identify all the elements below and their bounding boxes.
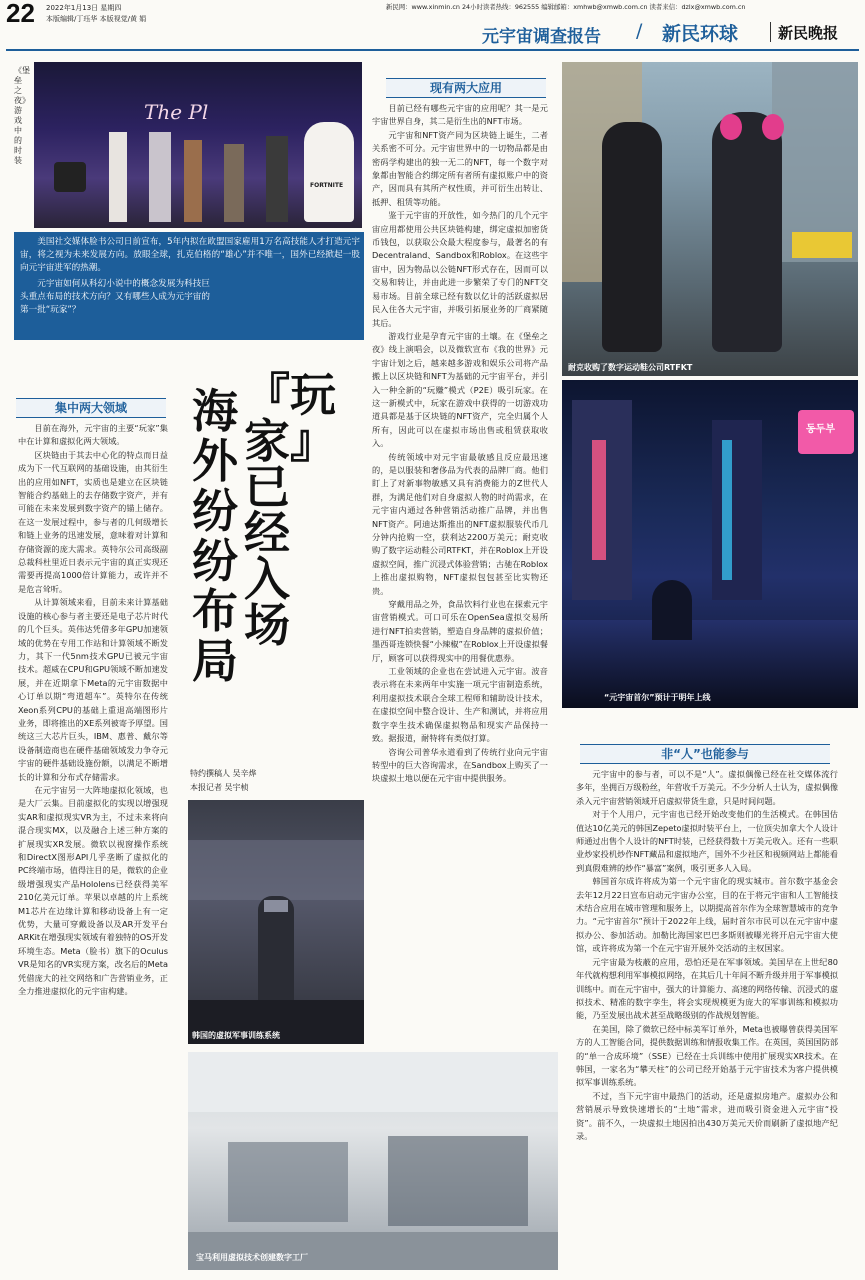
center-building bbox=[712, 420, 762, 600]
apps-paragraph: 穿戴用品之外，食品饮料行业也在探索元宇宙营销模式。可口可乐在OpenSea虚拟交易所进行NFT拍卖营销，塑造自身品牌的虚拟价值；墨西哥连锁快餐“小辣椒”在Roblox上开设虚拟餐厅，顾客可以获得现实中的用餐优惠券。 bbox=[372, 599, 548, 663]
column-name: 新民环球 bbox=[662, 23, 739, 45]
editors-line: 本版编辑/丁珏华 本版视觉/黄 娟 bbox=[46, 15, 147, 23]
section-focus-heading: 集中两大领域 bbox=[16, 398, 166, 418]
apps-paragraph: 元宇宙和NFT资产同为区块链上诞生，二者关系密不可分。元宇宙世界中的一切物品都是由密码学构建出的独一无二的NFT，每一个数字对象都由智能合约绑定所有者所有虚拟账户中的资产，因而具有其所产权性质，并可衍生出转让、抵押、租赁等功能。 bbox=[372, 129, 548, 207]
apps-paragraph: 鉴于元宇宙的开放性，如今热门的几个元宇宙应用都使用公共区块链构建，绑定虚拟加密货币钱包，以获取公众最大程度参与，最著名的有Decentraland、Sandbox和Roblox。在这些宇宙中，因为物品以公链NFT形式存在，因而可以交易和转让，并由此进一步繁荣了专门的NFT交易市场。目前全球已经有数以亿计的活跃虚拟居民入住各大元宇宙，并吸引拓展业务的厂商紧随其后。 bbox=[372, 210, 548, 328]
factory-floor bbox=[188, 1232, 558, 1270]
seoul-caption: “元宇宙首尔”预计于明年上线 bbox=[604, 693, 711, 702]
umbrella-figure bbox=[652, 580, 692, 640]
apps-paragraph: 工业领域的企业也在尝试进入元宇宙。波音表示将在未来两年中实施一项元宇宙制造系统，利用虚拟技术联合全球工程师和辅助设计技术，在虚拟空间中整合设计、生产和测试，并将应用数字孪生技术确保虚拟物品和现实产品保持一致。据报道，耐特将有类似打算。 bbox=[372, 666, 548, 744]
section-nonhuman-body bbox=[576, 768, 838, 1268]
bmw-caption: 宝马利用虚拟技术创建数字工厂 bbox=[196, 1253, 308, 1262]
fortnite-photo bbox=[34, 62, 362, 228]
section-title: 元宇宙调查报告 bbox=[482, 27, 601, 47]
handbag-shape bbox=[54, 162, 86, 192]
shirt-text: FORTNITE bbox=[310, 182, 344, 189]
assembly-line-left bbox=[228, 1142, 348, 1222]
section-nonhuman-heading: 非“人”也能参与 bbox=[580, 744, 830, 764]
focus-paragraph: 在元宇宙另一大阵地虚拟化领域，也是大厂云集。目前虚拟化的实现以增强现实AR和虚拟现实VR为主，不过未来将向混合现实MX，以及融合上述三种方案的扩展现实XR发展。微软以视窗操作系统和DirectX图形API几乎垄断了虚拟化的PC终端市场，值得注目的是，微软的企业级增强现实产品Hololens已经获得美军210亿美元订单。苹果以卓越的片上系统M1芯片在边缘计算和移动设备上有一定优势，大量可穿戴设备以及AR开发平台ARKit在增强现实领域有着独特的OS开发环境生态。Meta（脸书）旗下的Oculus VR是知名的VR实现方案，改名后的Meta凭借庞大的社交网络和广告营销业务，正全力推进虚拟化的元宇宙构建。 bbox=[18, 784, 168, 997]
focus-paragraph: 目前在海外，元宇宙的主要“玩家”集中在计算和虚拟化两大领域。 bbox=[18, 423, 168, 447]
nonhuman-paragraph: 在美国，除了微软已经中标美军订单外，Meta也被曝曾获得美国军方的人工智能合同，提供数据训练和情报收集工作。在英国，英国国防部的“单一合成环境”（SSE）已经在士兵训练中使用扩展现实XR技术。在韩国，一家名为“攀天柱”的公司已经开始基于元宇宙技术为客户提供模拟军事训练系统。 bbox=[576, 1023, 838, 1088]
date-line: 2022年1月13日 星期四 bbox=[46, 4, 122, 12]
nonhuman-paragraph: 韩国首尔成许将成为第一个元宇宙化的现实城市。首尔数字基金会去年12月22日宣布启动元宇宙办公室，目的在于将元宇宙和人工智能技术结合应用在城市管理和服务上，以期提高首尔作为全球智慧城市的竞争力。“元宇宙首尔”预计于2022年上线，届时首尔市民可以在元宇宙中虚拟办公、参加活动。加勒比海国家巴巴多斯则被曝光将开启元宇宙大使馆，或许将成为第一个在元宇宙开展外交活动的主权国家。 bbox=[576, 876, 838, 954]
figure-5 bbox=[266, 136, 288, 222]
byline-special: 特约撰稿人 吴辛烨 bbox=[190, 769, 257, 778]
figure-3 bbox=[184, 140, 202, 222]
woman-figure bbox=[712, 112, 782, 352]
contact-line: 新民网：www.xinmin.cn 24小时读者热线：962555 编辑邮箱：xmhwb@xmwb.com.cn 读者来信：dzlx@xmwb.com.cn bbox=[386, 3, 746, 11]
seoul-photo bbox=[562, 380, 858, 708]
soldier-figure bbox=[258, 896, 294, 1016]
byline-reporter: 本报记者 吴宇桢 bbox=[190, 783, 249, 792]
nonhuman-paragraph: 不过，当下元宇宙中最热门的活动，还是虚拟房地产。虚拟办公和营销展示导致快速增长的“土地”需求，进而吸引资金进入元宇宙“投资”。前不久，一块虚拟土地因拍出430万美元天价而刷新了虚拟地产纪录。 bbox=[576, 1090, 838, 1141]
korea-military-photo bbox=[188, 800, 364, 1044]
header-rule bbox=[6, 49, 859, 51]
header-divider bbox=[770, 22, 771, 42]
apps-paragraph: 目前已经有哪些元宇宙的应用呢？其一是元宇宙世界自身，其二是衍生出的NFT市场。 bbox=[372, 103, 548, 127]
nonhuman-paragraph: 元宇宙最为枝蔽的应用，恐怕还是在军事领域。美国早在上世纪80年代就构想利用军事模拟网络，在其后几十年间不断升级并用于军事模拟训练中。而在元宇宙中，强大的计算能力、高速的网络传输、沉浸式的虚拟技术、精准的数字孪生，将会实现规模更为庞大的军事训练和模拟功能，乃至发展出战术甚至战略级别的作战规划智能。 bbox=[576, 956, 838, 1021]
pink-sign-text: 동두부 bbox=[806, 424, 835, 435]
photo-sign: The Pl bbox=[144, 100, 209, 124]
nike-caption: 耐克收购了数字运动鞋公司RTFKT bbox=[568, 363, 693, 372]
factory-ceiling bbox=[188, 1052, 558, 1112]
neon-sign-center bbox=[722, 440, 732, 580]
vr-headset bbox=[264, 900, 288, 912]
lead-para-2: 元宇宙如何从科幻小说中的概念发展为科技巨头重点布局的技术方向？又有哪些人成为元宇宙的第一批“玩家”？ bbox=[20, 279, 210, 315]
apps-paragraph: 游戏行业是孕育元宇宙的土壤。在《堡垒之夜》线上演唱会，以及微软宣布《我的世界》元宇宙计划之后，越来越多游戏和娱乐公司将产品搬上以区块链和NFT为基础的元宇宙平台，并引入一种全新的“玩赚”模式（P2E）吸引玩家。在这一新模式中，玩家在游戏中获得的一切游戏功道具都是基于区块链的NFT资产，完全归属个人所有，因此可以在虚拟市场出售或租赁获取收入。 bbox=[372, 330, 548, 449]
title-slash: / bbox=[636, 20, 643, 42]
screen-wall bbox=[188, 840, 364, 900]
taxi bbox=[792, 232, 852, 258]
lead-para-1: 美国社交媒体脸书公司日前宣布，5年内拟在欧盟国家雇用1万名高技能人才打造元宇宙，将之视为未来发展方向。放眼全球，扎克伯格的“雄心”并不唯一，国外已经掀起一股向元宇宙进军的热潮。 bbox=[20, 237, 360, 273]
section-apps-body bbox=[372, 102, 548, 1042]
fortnite-caption: 《堡垒之夜》游戏中的时装 bbox=[14, 66, 30, 165]
section-focus-body bbox=[18, 422, 168, 1267]
apps-paragraph: 咨询公司普华永道看到了传统行业向元宇宙转型中的巨大咨询需求，在Sandbox上购买了一块虚拟土地以便在元宇宙中提供服务。 bbox=[372, 746, 548, 784]
focus-paragraph: 区块链由于其去中心化的特点而日益成为下一代互联网的基础设施，由其衍生出的应用如NFT，实质也是建立在区块链智能合约基础上的去存储数字资产，并有可能在未来发展到数字资产的锚上储存。在这一发展过程中，参与者的几何级增长和链上业务的迅速发展，意味着对计算和存储资源的庞大需求。英特尔公司高级副总裁科杜里近日表示元宇宙的真正实现还需要再提高1000倍计算能力，或许并不是危言耸听。 bbox=[18, 449, 168, 594]
nonhuman-paragraph: 元宇宙中的参与者，可以不是“人”。虚拟偶像已经在社交媒体流行多年，坐拥百万级粉丝，年营收千万美元。不少分析人士认为，虚拟偶像杀入元宇宙营销领域开启虚拟带货生意，只是时间问题。 bbox=[576, 769, 838, 806]
figure-1 bbox=[109, 132, 127, 222]
focus-paragraph: 从计算领域来看，目前未来计算基础设施的核心参与者主要还是电子芯片时代的几个巨头。英伟达凭借多年GPU加速领域的优势在专用工作站和计算领域不断发力，其下一代5nm技术GPU已被元宇宙技术。超威在CPU和GPU领域不断加速发展，并在近期拿下Meta的元宇宙数据中心订单以期“弯道超车”。英特尔在传统Xeon系列CPU的基础上重退高端图形片业务，即将推出的XE系列被寄予厚望。国统这三大芯片巨头，IBM、惠普、戴尔等设备制造商也在硬件基础领域发力争夺元宇宙的硬件基础设施份额，以满足不断增长的计算和分布式存储需求。 bbox=[18, 597, 168, 782]
pink-headphone-right bbox=[762, 114, 784, 140]
man-figure bbox=[602, 122, 662, 352]
dog-figure bbox=[304, 122, 354, 222]
korea-caption: 韩国的虚拟军事训练系统 bbox=[192, 1031, 280, 1040]
headline-line-2: 海外纷纷布局 bbox=[192, 384, 238, 688]
figure-4 bbox=[224, 144, 244, 222]
paper-name: 新民晚报 bbox=[778, 24, 839, 42]
section-apps-heading: 现有两大应用 bbox=[386, 78, 546, 98]
headline-line-1: 『玩家』已经入场 bbox=[244, 368, 336, 652]
neon-sign-left bbox=[592, 440, 606, 560]
nike-photo bbox=[562, 62, 858, 376]
figure-2 bbox=[149, 132, 171, 222]
apps-paragraph: 传统领域中对元宇宙最敏感且反应最迅速的，是以服装和奢侈品为代表的品牌厂商。他们盯上了对新事物敏感又具有消费能力的Z世代人群，为满足他们对自身虚拟人物的时尚需求，在元宇宙内通过各种营销活动推广品牌，并出售NFT资产。阿迪达斯推出的NFT虚拟服装代币几分钟内抢购一空，获利达2200万美元；耐克收购了数字运动鞋公司RTFKT，并在Roblox上开设虚拟空间，推广沉浸式体验营销；古驰在Roblox上推出虚拟购物，NFT虚拟包包甚至比实物还贵。 bbox=[372, 451, 548, 596]
page-number: 22 bbox=[6, 0, 35, 28]
assembly-line-right bbox=[388, 1136, 528, 1226]
nonhuman-paragraph: 对于个人用户，元宇宙也已经开始改变他们的生活模式。在韩国估值达10亿美元的韩国Zepeto虚拟时装平台上，一位顶尖加拿大个人设计师通过出售个人设计的NFT时装，已经获得数十万美元收入。还有一些职业炒家投机炒作NFT藏品和虚拟地产，国外不少社区和视频网站上都能看到真假难辨的炒作“暴富”案例，吸引更多人入局。 bbox=[576, 809, 838, 873]
bmw-factory-photo bbox=[188, 1052, 558, 1270]
pink-headphone-left bbox=[720, 114, 742, 140]
